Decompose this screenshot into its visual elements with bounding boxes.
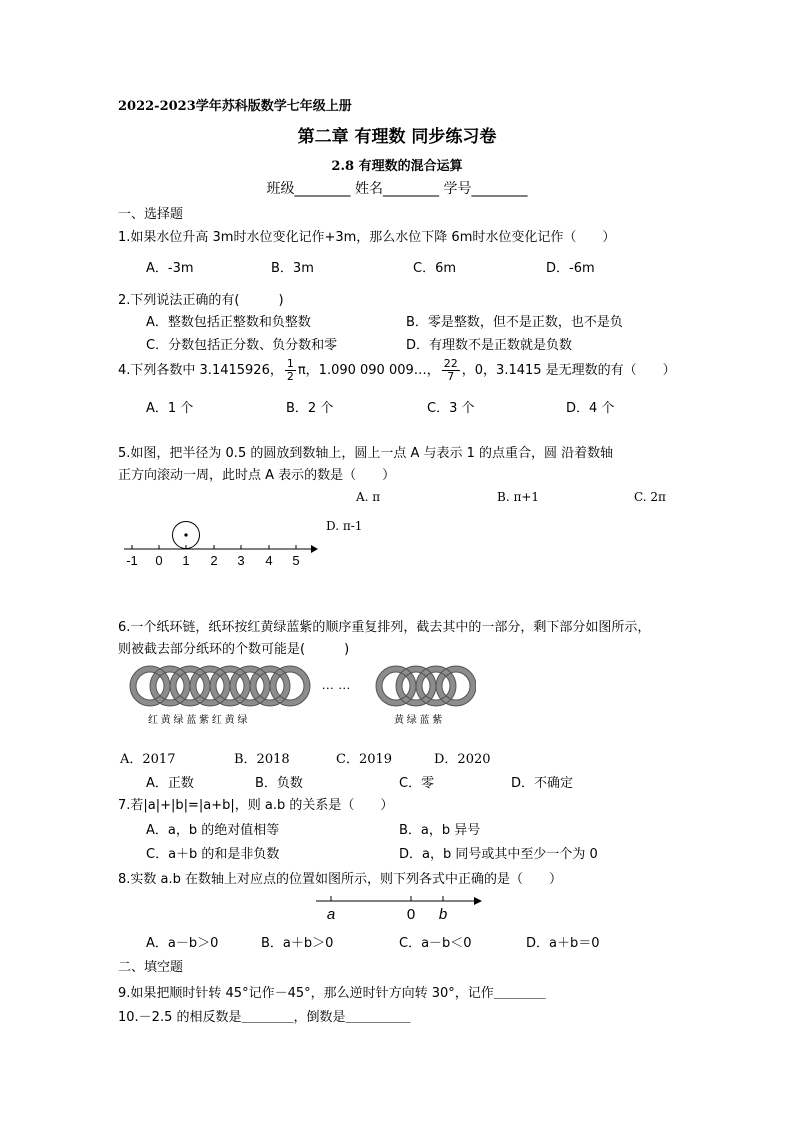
q4-option-b: B．2 个 xyxy=(286,401,334,416)
q5-option-c: C. 2π xyxy=(634,490,666,504)
q5-circle-center xyxy=(184,533,187,536)
paper-ring-chain-figure xyxy=(126,660,476,728)
series-title: 2022-2023学年苏科版数学七年级上册 xyxy=(118,99,352,114)
question-5-line2: 正方向滚动一周，此时点 A 表示的数是（ ） xyxy=(118,468,396,483)
q2-option-b: B．零是整数，但不是正数，也不是负 xyxy=(406,315,623,330)
question-6-line1: 6.一个纸环链，纸环按红黄绿蓝紫的顺序重复排列，截去其中的一部分，剩下部分如图所示， xyxy=(118,620,651,635)
q5-axis-label: 1 xyxy=(182,553,190,568)
chapter-title: 第二章 有理数 同步练习卷 xyxy=(297,127,497,147)
q6-option-c: C．2019 xyxy=(336,752,393,767)
fraction-22-7: $\frac{22}{7}$ xyxy=(443,357,458,384)
question-10: 10.－2.5 的相反数是＿＿＿＿，倒数是＿＿＿＿＿ xyxy=(118,1010,411,1025)
q5-axis-label: 0 xyxy=(155,553,163,568)
q4-text-part1: 4.下列各数中 3.1415926， xyxy=(118,363,283,379)
question-5-line1: 5.如图，把半径为 0.5 的圆放到数轴上，圆上一点 A 与表示 1 的点重合，圆 沿着数轴 xyxy=(118,446,614,461)
question-2: 2.下列说法正确的有( ) xyxy=(118,293,284,308)
orphan-option-d: D．不确定 xyxy=(511,776,574,791)
q5-option-b: B. π+1 xyxy=(497,490,540,504)
q1-option-c: C．6m xyxy=(413,261,457,276)
q8-axis-arrow xyxy=(474,897,482,905)
orphan-option-c: C．零 xyxy=(399,776,435,791)
q1-option-a: A．-3m xyxy=(146,261,194,276)
q8-option-b: B．a＋b＞0 xyxy=(261,936,334,951)
q7-option-d: D．a，b 同号或其中至少一个为 0 xyxy=(399,847,598,862)
q7-option-b: B．a，b 异号 xyxy=(399,823,481,838)
question-1: 1.如果水位升高 3m时水位变化记作+3m，那么水位下降 6m时水位变化记作（ ） xyxy=(118,230,616,245)
q2-option-c: C．分数包括正分数、负分数和零 xyxy=(146,338,338,353)
question-8: 8.实数 a.b 在数轴上对应点的位置如图所示，则下列各式中正确的是（ ） xyxy=(118,872,563,887)
q5-axis-label: -1 xyxy=(126,553,138,568)
q5-option-d: D. π-1 xyxy=(326,519,363,533)
q5-axis-label: 4 xyxy=(265,553,273,568)
q5-option-a: A. π xyxy=(356,490,381,504)
student-info-line: 班级________ 姓名________ 学号________ xyxy=(266,181,528,197)
fraction-one-half: $\frac{1}{2}$ xyxy=(286,357,294,384)
q8-option-c: C．a－b＜0 xyxy=(399,936,472,951)
q8-option-a: A．a－b＞0 xyxy=(146,936,219,951)
q8-number-line-figure xyxy=(312,890,484,922)
q5-axis-label: 3 xyxy=(237,553,245,568)
q8-axis-label-b: b xyxy=(438,906,448,922)
q8-option-d: D．a＋b＝0 xyxy=(526,936,600,951)
question-6-line2: 则被截去部分纸环的个数可能是( ) xyxy=(118,642,350,657)
q1-option-d: D．-6m xyxy=(546,261,595,276)
q4-text-part2: π，1.090 090 009…， xyxy=(297,363,440,379)
orphan-option-a: A．正数 xyxy=(146,776,194,791)
q6-option-d: D．2020 xyxy=(434,752,491,767)
q6-option-a: A．2017 xyxy=(120,752,176,767)
q4-text-part3: ，0，3.1415 是无理数的有（ ） xyxy=(461,363,676,379)
question-7: 7.若|a|+|b|=|a+b|，则 a.b 的关系是（ ） xyxy=(118,798,394,813)
section-heading-fill: 二、填空题 xyxy=(118,960,184,975)
q8-axis-label-a: a xyxy=(326,906,336,922)
q1-option-b: B．3m xyxy=(271,261,314,276)
section-title: 2.8 有理数的混合运算 xyxy=(331,159,463,174)
ring-color-labels-left: 红 黄 绿 蓝 紫 红 黄 绿 xyxy=(148,715,248,726)
question-4 xyxy=(118,358,676,383)
question-9: 9.如果把顺时针转 45°记作－45°，那么逆时针方向转 30°，记作＿＿＿＿ xyxy=(118,986,546,1001)
ring-chain-ellipsis: … … xyxy=(321,677,351,692)
q4-option-a: A．1 个 xyxy=(146,401,194,416)
q2-option-a: A．整数包括正整数和负整数 xyxy=(146,315,311,330)
q4-option-c: C．3 个 xyxy=(427,401,475,416)
orphan-option-b: B．负数 xyxy=(255,776,303,791)
q2-option-d: D．有理数不是正数就是负数 xyxy=(406,338,573,353)
q5-axis-label: 5 xyxy=(292,553,300,568)
q5-number-line-figure xyxy=(118,516,328,572)
q4-option-d: D．4 个 xyxy=(566,401,615,416)
q7-option-a: A．a，b 的绝对值相等 xyxy=(146,823,280,838)
q7-option-c: C．a＋b 的和是非负数 xyxy=(146,847,280,862)
q8-axis-label-0: 0 xyxy=(406,906,416,922)
ring-color-labels-right: 黄 绿 蓝 紫 xyxy=(394,715,443,726)
section-heading-choice: 一、选择题 xyxy=(118,207,184,222)
q6-option-b: B．2018 xyxy=(234,752,290,767)
q5-axis-arrow xyxy=(311,545,318,553)
q5-axis-label: 2 xyxy=(210,553,218,568)
